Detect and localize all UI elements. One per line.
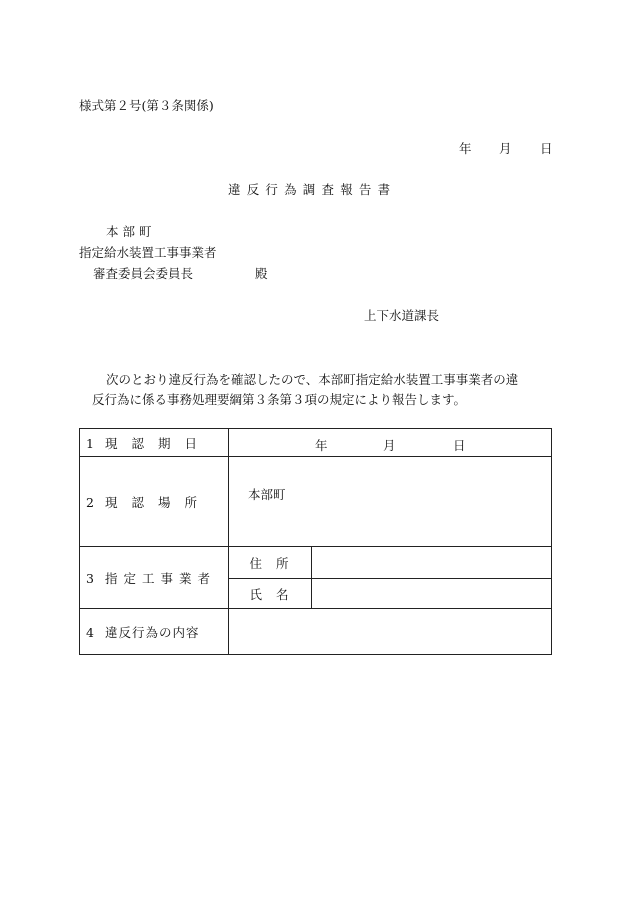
date-day-label: 日 xyxy=(540,141,553,156)
row2-label: 現認場所 xyxy=(105,494,212,510)
sender: 上下水道課長 xyxy=(364,308,440,323)
row1-label: 現認期日 xyxy=(105,435,212,451)
addressee-honorific: 殿 xyxy=(255,266,268,281)
row3-label-cell xyxy=(80,547,229,609)
date-year-label: 年 xyxy=(459,141,472,156)
table-row-date xyxy=(80,429,552,457)
table-row-violation xyxy=(80,609,552,655)
document-title: 違反行為調査報告書 xyxy=(228,182,397,197)
row4-label-cell xyxy=(80,609,229,655)
row4-number: 4 xyxy=(86,624,94,640)
table-row-place xyxy=(80,457,552,547)
row3-address-value-cell[interactable] xyxy=(312,547,552,579)
date-month-label: 月 xyxy=(499,141,512,156)
row1-label-cell xyxy=(80,429,229,457)
row1-day: 日 xyxy=(453,438,466,453)
row3-number: 3 xyxy=(86,570,94,586)
addressee-town: 本部町 xyxy=(106,224,156,239)
row2-place-value: 本部町 xyxy=(248,487,286,502)
table-row-contractor-address xyxy=(80,547,552,579)
row2-number: 2 xyxy=(86,494,94,510)
form-number: 様式第２号(第３条関係) xyxy=(79,98,214,113)
addressee-org: 指定給水装置工事事業者 xyxy=(79,245,217,260)
row1-year: 年 xyxy=(315,438,328,453)
row4-violation-value-cell[interactable] xyxy=(229,609,552,655)
row3-label: 指定工事業者 xyxy=(105,570,217,586)
row1-number: 1 xyxy=(86,435,94,451)
addressee-position: 審査委員会委員長 xyxy=(93,266,194,281)
body-text-line-1: 次のとおり違反行為を確認したので、本部町指定給水装置工事事業者の違 xyxy=(106,372,519,387)
row3-address-label: 住所 xyxy=(229,547,312,579)
row4-label: 違反行為の内容 xyxy=(105,624,200,640)
row3-name-label: 氏名 xyxy=(229,579,312,609)
body-text-line-2: 反行為に係る事務処理要綱第３条第３項の規定により報告します。 xyxy=(92,392,467,407)
row3-name-value-cell[interactable] xyxy=(312,579,552,609)
row1-date-value-cell[interactable] xyxy=(229,429,552,457)
row2-place-value-cell[interactable] xyxy=(229,457,552,547)
report-table xyxy=(79,428,552,655)
row1-month: 月 xyxy=(383,438,396,453)
row2-label-cell xyxy=(80,457,229,547)
